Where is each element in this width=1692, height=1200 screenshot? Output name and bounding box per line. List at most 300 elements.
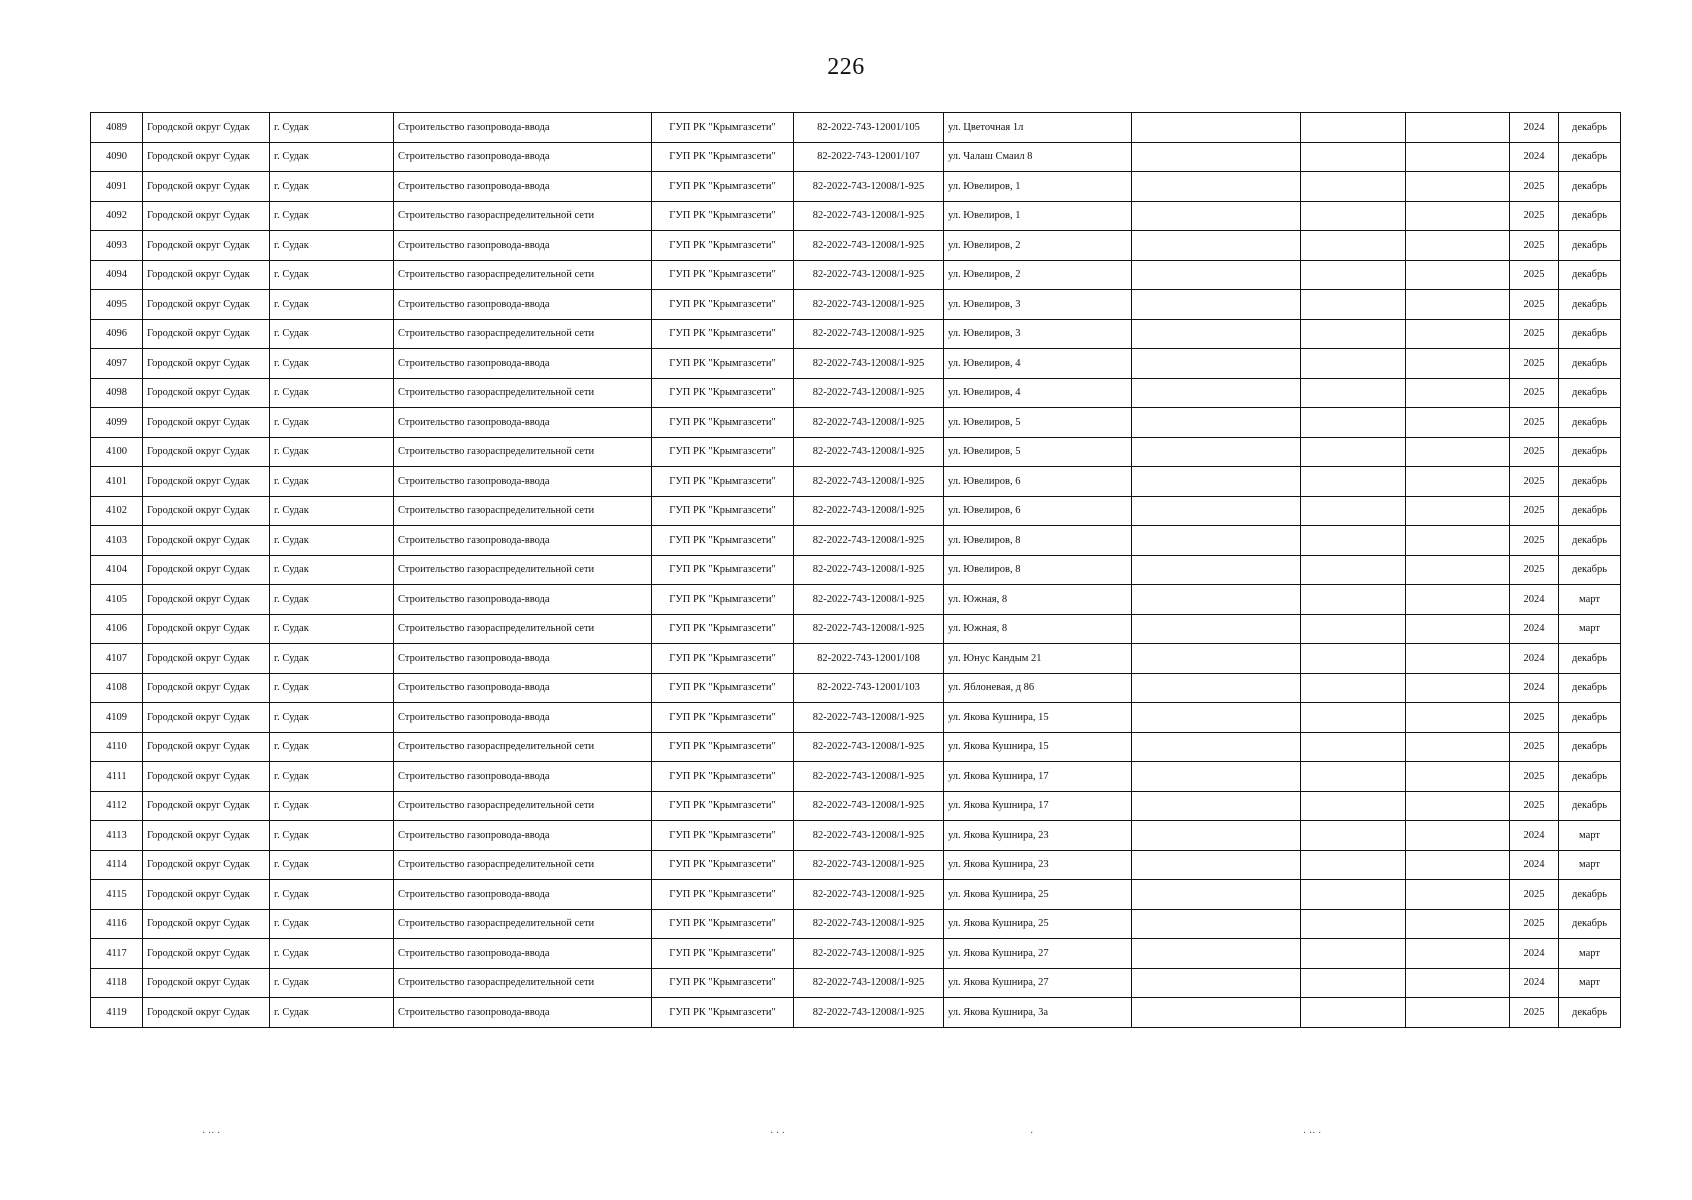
work-type-cell: Строительство газопровода-ввода	[394, 644, 652, 674]
address-cell: ул. Ювелиров, 5	[944, 408, 1132, 438]
empty-cell	[1406, 467, 1510, 497]
work-type-cell: Строительство газопровода-ввода	[394, 585, 652, 615]
work-type-cell: Строительство газопровода-ввода	[394, 998, 652, 1028]
row-number: 4089	[91, 113, 143, 143]
empty-cell	[1301, 673, 1406, 703]
empty-cell	[1132, 555, 1301, 585]
empty-cell	[1301, 260, 1406, 290]
city-cell: г. Судак	[270, 585, 394, 615]
row-number: 4116	[91, 909, 143, 939]
table-row	[91, 467, 1621, 497]
empty-cell	[1132, 791, 1301, 821]
table-row	[91, 408, 1621, 438]
month-cell: март	[1559, 614, 1621, 644]
program-code-cell: 82-2022-743-12008/1-925	[794, 319, 944, 349]
empty-cell	[1301, 408, 1406, 438]
empty-cell	[1406, 821, 1510, 851]
district-cell: Городской округ Судак	[143, 555, 270, 585]
district-cell: Городской округ Судак	[143, 703, 270, 733]
table-row	[91, 526, 1621, 556]
year-cell: 2025	[1510, 880, 1559, 910]
year-cell: 2025	[1510, 732, 1559, 762]
empty-cell	[1301, 791, 1406, 821]
program-code-cell: 82-2022-743-12008/1-925	[794, 378, 944, 408]
work-type-cell: Строительство газопровода-ввода	[394, 172, 652, 202]
empty-cell	[1132, 408, 1301, 438]
address-cell: ул. Ювелиров, 6	[944, 467, 1132, 497]
work-type-cell: Строительство газораспределительной сети	[394, 319, 652, 349]
month-cell: декабрь	[1559, 673, 1621, 703]
row-number: 4090	[91, 142, 143, 172]
table-row	[91, 260, 1621, 290]
empty-cell	[1406, 526, 1510, 556]
table-row	[91, 673, 1621, 703]
address-cell: ул. Цветочная 1л	[944, 113, 1132, 143]
district-cell: Городской округ Судак	[143, 732, 270, 762]
empty-cell	[1132, 968, 1301, 998]
empty-cell	[1132, 349, 1301, 379]
district-cell: Городской округ Судак	[143, 673, 270, 703]
year-cell: 2025	[1510, 172, 1559, 202]
district-cell: Городской округ Судак	[143, 113, 270, 143]
city-cell: г. Судак	[270, 113, 394, 143]
program-code-cell: 82-2022-743-12008/1-925	[794, 349, 944, 379]
empty-cell	[1406, 968, 1510, 998]
work-type-cell: Строительство газопровода-ввода	[394, 880, 652, 910]
program-code-cell: 82-2022-743-12008/1-925	[794, 850, 944, 880]
district-cell: Городской округ Судак	[143, 644, 270, 674]
work-type-cell: Строительство газопровода-ввода	[394, 142, 652, 172]
row-number: 4103	[91, 526, 143, 556]
empty-cell	[1132, 703, 1301, 733]
row-number: 4109	[91, 703, 143, 733]
district-cell: Городской округ Судак	[143, 201, 270, 231]
address-cell: ул. Якова Кушнира, 17	[944, 791, 1132, 821]
organization-cell: ГУП РК "Крымгазсети"	[652, 290, 794, 320]
city-cell: г. Судак	[270, 703, 394, 733]
empty-cell	[1132, 290, 1301, 320]
month-cell: декабрь	[1559, 909, 1621, 939]
city-cell: г. Судак	[270, 201, 394, 231]
district-cell: Городской округ Судак	[143, 821, 270, 851]
table-row	[91, 437, 1621, 467]
empty-cell	[1132, 201, 1301, 231]
district-cell: Городской округ Судак	[143, 791, 270, 821]
city-cell: г. Судак	[270, 998, 394, 1028]
empty-cell	[1132, 644, 1301, 674]
work-type-cell: Строительство газопровода-ввода	[394, 408, 652, 438]
city-cell: г. Судак	[270, 791, 394, 821]
scan-artifact: ·	[1030, 1128, 1034, 1139]
table-row	[91, 791, 1621, 821]
empty-cell	[1301, 231, 1406, 261]
empty-cell	[1406, 437, 1510, 467]
table-row	[91, 172, 1621, 202]
empty-cell	[1301, 762, 1406, 792]
program-code-cell: 82-2022-743-12008/1-925	[794, 732, 944, 762]
district-cell: Городской округ Судак	[143, 850, 270, 880]
table-row	[91, 496, 1621, 526]
month-cell: декабрь	[1559, 231, 1621, 261]
city-cell: г. Судак	[270, 526, 394, 556]
district-cell: Городской округ Судак	[143, 585, 270, 615]
year-cell: 2025	[1510, 349, 1559, 379]
empty-cell	[1132, 850, 1301, 880]
program-code-cell: 82-2022-743-12008/1-925	[794, 821, 944, 851]
year-cell: 2025	[1510, 998, 1559, 1028]
program-code-cell: 82-2022-743-12008/1-925	[794, 585, 944, 615]
table-body	[91, 113, 1621, 1028]
empty-cell	[1301, 113, 1406, 143]
program-code-cell: 82-2022-743-12008/1-925	[794, 909, 944, 939]
organization-cell: ГУП РК "Крымгазсети"	[652, 201, 794, 231]
row-number: 4097	[91, 349, 143, 379]
work-type-cell: Строительство газопровода-ввода	[394, 673, 652, 703]
organization-cell: ГУП РК "Крымгазсети"	[652, 467, 794, 497]
district-cell: Городской округ Судак	[143, 231, 270, 261]
organization-cell: ГУП РК "Крымгазсети"	[652, 113, 794, 143]
row-number: 4094	[91, 260, 143, 290]
city-cell: г. Судак	[270, 290, 394, 320]
district-cell: Городской округ Судак	[143, 437, 270, 467]
empty-cell	[1406, 909, 1510, 939]
year-cell: 2024	[1510, 673, 1559, 703]
organization-cell: ГУП РК "Крымгазсети"	[652, 231, 794, 261]
month-cell: декабрь	[1559, 142, 1621, 172]
year-cell: 2025	[1510, 319, 1559, 349]
work-type-cell: Строительство газораспределительной сети	[394, 378, 652, 408]
row-number: 4114	[91, 850, 143, 880]
empty-cell	[1406, 172, 1510, 202]
empty-cell	[1132, 939, 1301, 969]
empty-cell	[1132, 172, 1301, 202]
year-cell: 2025	[1510, 791, 1559, 821]
work-type-cell: Строительство газораспределительной сети	[394, 791, 652, 821]
program-code-cell: 82-2022-743-12001/107	[794, 142, 944, 172]
scan-artifact: · ·· ·	[202, 1128, 221, 1139]
address-cell: ул. Якова Кушнира, 27	[944, 968, 1132, 998]
year-cell: 2025	[1510, 260, 1559, 290]
address-cell: ул. Ювелиров, 3	[944, 319, 1132, 349]
empty-cell	[1132, 614, 1301, 644]
empty-cell	[1406, 260, 1510, 290]
city-cell: г. Судак	[270, 467, 394, 497]
month-cell: декабрь	[1559, 496, 1621, 526]
organization-cell: ГУП РК "Крымгазсети"	[652, 880, 794, 910]
page-number: 226	[827, 54, 865, 80]
program-code-cell: 82-2022-743-12008/1-925	[794, 408, 944, 438]
program-code-cell: 82-2022-743-12008/1-925	[794, 762, 944, 792]
table-row	[91, 201, 1621, 231]
program-code-cell: 82-2022-743-12008/1-925	[794, 555, 944, 585]
city-cell: г. Судак	[270, 909, 394, 939]
work-type-cell: Строительство газораспределительной сети	[394, 496, 652, 526]
row-number: 4104	[91, 555, 143, 585]
month-cell: декабрь	[1559, 880, 1621, 910]
year-cell: 2024	[1510, 614, 1559, 644]
row-number: 4108	[91, 673, 143, 703]
year-cell: 2025	[1510, 290, 1559, 320]
table-row	[91, 762, 1621, 792]
table-row	[91, 939, 1621, 969]
city-cell: г. Судак	[270, 260, 394, 290]
empty-cell	[1406, 496, 1510, 526]
empty-cell	[1406, 142, 1510, 172]
empty-cell	[1132, 496, 1301, 526]
organization-cell: ГУП РК "Крымгазсети"	[652, 260, 794, 290]
city-cell: г. Судак	[270, 732, 394, 762]
city-cell: г. Судак	[270, 968, 394, 998]
table-row	[91, 909, 1621, 939]
district-cell: Городской округ Судак	[143, 408, 270, 438]
empty-cell	[1301, 319, 1406, 349]
year-cell: 2025	[1510, 703, 1559, 733]
table-row	[91, 378, 1621, 408]
address-cell: ул. Якова Кушнира, 25	[944, 880, 1132, 910]
month-cell: декабрь	[1559, 113, 1621, 143]
empty-cell	[1301, 703, 1406, 733]
empty-cell	[1406, 614, 1510, 644]
empty-cell	[1301, 142, 1406, 172]
district-cell: Городской округ Судак	[143, 467, 270, 497]
program-code-cell: 82-2022-743-12008/1-925	[794, 703, 944, 733]
empty-cell	[1301, 201, 1406, 231]
city-cell: г. Судак	[270, 644, 394, 674]
city-cell: г. Судак	[270, 939, 394, 969]
month-cell: декабрь	[1559, 555, 1621, 585]
row-number: 4107	[91, 644, 143, 674]
district-cell: Городской округ Судак	[143, 909, 270, 939]
organization-cell: ГУП РК "Крымгазсети"	[652, 791, 794, 821]
row-number: 4119	[91, 998, 143, 1028]
empty-cell	[1132, 231, 1301, 261]
table-row	[91, 319, 1621, 349]
month-cell: декабрь	[1559, 998, 1621, 1028]
address-cell: ул. Якова Кушнира, 25	[944, 909, 1132, 939]
table-row	[91, 349, 1621, 379]
empty-cell	[1301, 585, 1406, 615]
empty-cell	[1406, 644, 1510, 674]
program-code-cell: 82-2022-743-12008/1-925	[794, 880, 944, 910]
year-cell: 2025	[1510, 437, 1559, 467]
district-cell: Городской округ Судак	[143, 319, 270, 349]
table-row	[91, 290, 1621, 320]
table-row	[91, 614, 1621, 644]
month-cell: март	[1559, 939, 1621, 969]
empty-cell	[1406, 349, 1510, 379]
empty-cell	[1301, 998, 1406, 1028]
program-code-cell: 82-2022-743-12008/1-925	[794, 172, 944, 202]
empty-cell	[1301, 496, 1406, 526]
district-cell: Городской округ Судак	[143, 939, 270, 969]
empty-cell	[1301, 290, 1406, 320]
row-number: 4096	[91, 319, 143, 349]
empty-cell	[1301, 614, 1406, 644]
program-code-cell: 82-2022-743-12008/1-925	[794, 201, 944, 231]
district-cell: Городской округ Судак	[143, 526, 270, 556]
empty-cell	[1301, 172, 1406, 202]
year-cell: 2024	[1510, 968, 1559, 998]
empty-cell	[1406, 939, 1510, 969]
address-cell: ул. Якова Кушнира, 23	[944, 821, 1132, 851]
work-type-cell: Строительство газопровода-ввода	[394, 821, 652, 851]
empty-cell	[1132, 673, 1301, 703]
empty-cell	[1301, 437, 1406, 467]
address-cell: ул. Якова Кушнира, 3а	[944, 998, 1132, 1028]
address-cell: ул. Якова Кушнира, 15	[944, 732, 1132, 762]
empty-cell	[1406, 703, 1510, 733]
city-cell: г. Судак	[270, 437, 394, 467]
empty-cell	[1301, 939, 1406, 969]
district-cell: Городской округ Судак	[143, 378, 270, 408]
empty-cell	[1406, 231, 1510, 261]
table-row	[91, 113, 1621, 143]
table-row	[91, 231, 1621, 261]
work-type-cell: Строительство газораспределительной сети	[394, 850, 652, 880]
month-cell: декабрь	[1559, 290, 1621, 320]
work-type-cell: Строительство газораспределительной сети	[394, 555, 652, 585]
row-number: 4098	[91, 378, 143, 408]
row-number: 4112	[91, 791, 143, 821]
program-code-cell: 82-2022-743-12008/1-925	[794, 496, 944, 526]
city-cell: г. Судак	[270, 850, 394, 880]
empty-cell	[1132, 437, 1301, 467]
empty-cell	[1132, 319, 1301, 349]
organization-cell: ГУП РК "Крымгазсети"	[652, 909, 794, 939]
table-row	[91, 998, 1621, 1028]
work-type-cell: Строительство газопровода-ввода	[394, 349, 652, 379]
organization-cell: ГУП РК "Крымгазсети"	[652, 703, 794, 733]
year-cell: 2024	[1510, 113, 1559, 143]
district-cell: Городской округ Судак	[143, 142, 270, 172]
organization-cell: ГУП РК "Крымгазсети"	[652, 644, 794, 674]
empty-cell	[1301, 880, 1406, 910]
organization-cell: ГУП РК "Крымгазсети"	[652, 555, 794, 585]
program-code-cell: 82-2022-743-12008/1-925	[794, 260, 944, 290]
row-number: 4101	[91, 467, 143, 497]
empty-cell	[1406, 319, 1510, 349]
empty-cell	[1406, 201, 1510, 231]
work-type-cell: Строительство газопровода-ввода	[394, 290, 652, 320]
address-cell: ул. Южная, 8	[944, 614, 1132, 644]
empty-cell	[1301, 968, 1406, 998]
work-type-cell: Строительство газораспределительной сети	[394, 968, 652, 998]
empty-cell	[1132, 526, 1301, 556]
year-cell: 2025	[1510, 526, 1559, 556]
program-code-cell: 82-2022-743-12008/1-925	[794, 526, 944, 556]
address-cell: ул. Якова Кушнира, 27	[944, 939, 1132, 969]
address-cell: ул. Ювелиров, 1	[944, 172, 1132, 202]
year-cell: 2024	[1510, 585, 1559, 615]
city-cell: г. Судак	[270, 142, 394, 172]
month-cell: декабрь	[1559, 319, 1621, 349]
organization-cell: ГУП РК "Крымгазсети"	[652, 526, 794, 556]
city-cell: г. Судак	[270, 673, 394, 703]
empty-cell	[1406, 791, 1510, 821]
city-cell: г. Судак	[270, 880, 394, 910]
empty-cell	[1132, 909, 1301, 939]
year-cell: 2024	[1510, 644, 1559, 674]
empty-cell	[1301, 378, 1406, 408]
table-row	[91, 968, 1621, 998]
row-number: 4100	[91, 437, 143, 467]
city-cell: г. Судак	[270, 319, 394, 349]
month-cell: декабрь	[1559, 201, 1621, 231]
district-cell: Городской округ Судак	[143, 290, 270, 320]
district-cell: Городской округ Судак	[143, 260, 270, 290]
district-cell: Городской округ Судак	[143, 968, 270, 998]
month-cell: декабрь	[1559, 526, 1621, 556]
empty-cell	[1406, 880, 1510, 910]
work-type-cell: Строительство газораспределительной сети	[394, 909, 652, 939]
empty-cell	[1301, 909, 1406, 939]
month-cell: март	[1559, 968, 1621, 998]
program-code-cell: 82-2022-743-12008/1-925	[794, 467, 944, 497]
year-cell: 2024	[1510, 850, 1559, 880]
row-number: 4099	[91, 408, 143, 438]
program-code-cell: 82-2022-743-12008/1-925	[794, 290, 944, 320]
city-cell: г. Судак	[270, 614, 394, 644]
month-cell: март	[1559, 585, 1621, 615]
district-cell: Городской округ Судак	[143, 880, 270, 910]
month-cell: декабрь	[1559, 378, 1621, 408]
program-code-cell: 82-2022-743-12008/1-925	[794, 614, 944, 644]
month-cell: декабрь	[1559, 467, 1621, 497]
empty-cell	[1406, 585, 1510, 615]
year-cell: 2025	[1510, 201, 1559, 231]
address-cell: ул. Южная, 8	[944, 585, 1132, 615]
year-cell: 2024	[1510, 939, 1559, 969]
address-cell: ул. Ювелиров, 1	[944, 201, 1132, 231]
empty-cell	[1132, 467, 1301, 497]
organization-cell: ГУП РК "Крымгазсети"	[652, 349, 794, 379]
address-cell: ул. Ювелиров, 5	[944, 437, 1132, 467]
work-type-cell: Строительство газораспределительной сети	[394, 437, 652, 467]
organization-cell: ГУП РК "Крымгазсети"	[652, 496, 794, 526]
empty-cell	[1132, 585, 1301, 615]
address-cell: ул. Ювелиров, 2	[944, 231, 1132, 261]
table-row	[91, 644, 1621, 674]
empty-cell	[1406, 850, 1510, 880]
work-type-cell: Строительство газораспределительной сети	[394, 732, 652, 762]
city-cell: г. Судак	[270, 762, 394, 792]
empty-cell	[1301, 555, 1406, 585]
empty-cell	[1406, 290, 1510, 320]
address-cell: ул. Ювелиров, 4	[944, 349, 1132, 379]
table-row	[91, 555, 1621, 585]
empty-cell	[1406, 673, 1510, 703]
address-cell: ул. Ювелиров, 8	[944, 555, 1132, 585]
address-cell: ул. Ювелиров, 3	[944, 290, 1132, 320]
organization-cell: ГУП РК "Крымгазсети"	[652, 968, 794, 998]
empty-cell	[1132, 260, 1301, 290]
organization-cell: ГУП РК "Крымгазсети"	[652, 998, 794, 1028]
row-number: 4117	[91, 939, 143, 969]
address-cell: ул. Яблоневая, д 86	[944, 673, 1132, 703]
empty-cell	[1406, 378, 1510, 408]
work-type-cell: Строительство газораспределительной сети	[394, 201, 652, 231]
empty-cell	[1132, 762, 1301, 792]
table-row	[91, 880, 1621, 910]
empty-cell	[1301, 349, 1406, 379]
row-number: 4110	[91, 732, 143, 762]
empty-cell	[1406, 113, 1510, 143]
district-cell: Городской округ Судак	[143, 762, 270, 792]
row-number: 4092	[91, 201, 143, 231]
organization-cell: ГУП РК "Крымгазсети"	[652, 821, 794, 851]
address-cell: ул. Ювелиров, 6	[944, 496, 1132, 526]
table-row	[91, 142, 1621, 172]
